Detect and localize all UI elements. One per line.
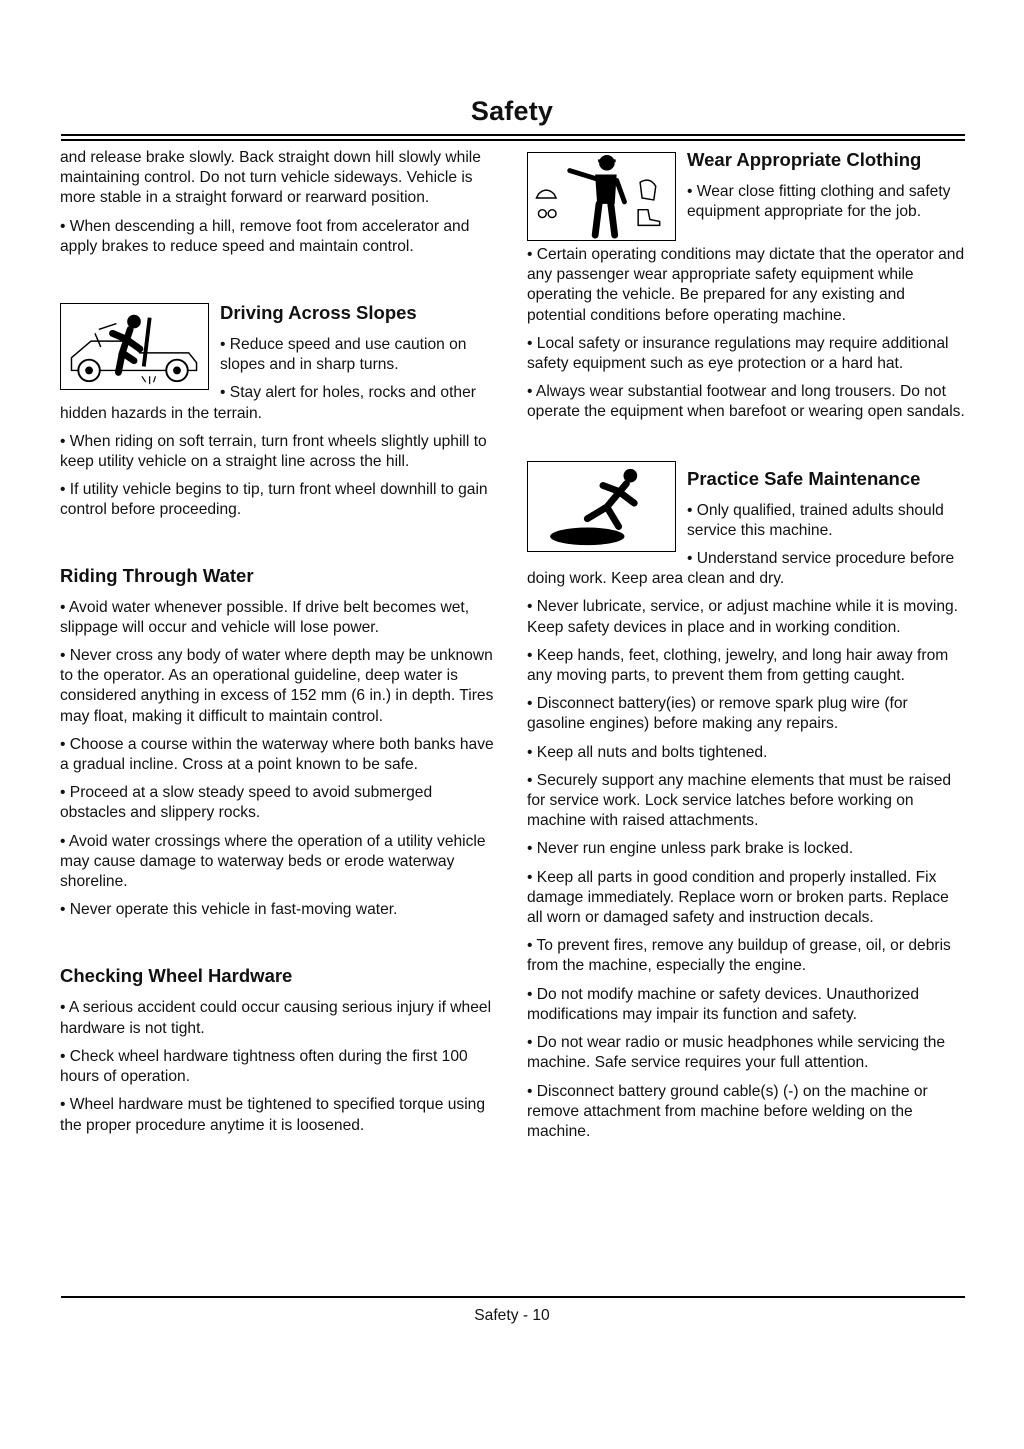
bullet-item: • Never operate this vehicle in fast-moving water.: [60, 901, 398, 919]
right-column: [527, 148, 965, 1150]
bullet-item: • Wear close fitting clothing and safety equipment appropriate for the job.: [687, 183, 951, 221]
bullet-item: • Avoid water crossings where the operation of a utility vehicle may cause damage to waterway beds or erode waterway shoreline.: [60, 832, 486, 891]
title-rule: [61, 134, 965, 136]
bullet-item: • Never cross any body of water where depth may be unknown to the operator. As an operational guideline, deep water is considered anything in excess of 152 mm (6 in.) in depth. Tires may float, making it difficult to maintain control.: [60, 647, 494, 725]
section-heading: Wear Appropriate Clothing: [687, 149, 922, 170]
bullet-item: • Never lubricate, service, or adjust machine while it is moving. Keep safety devices in place and in working condition.: [527, 598, 958, 636]
bullet-item: • Keep all parts in good condition and properly installed. Fix damage immediately. Replace worn or broken parts. Replace all worn or damaged safety and instruction decals.: [527, 868, 949, 927]
bullet-item: • Choose a course within the waterway where both banks have a gradual incline. Cross at a point known to be safe.: [60, 735, 494, 774]
bullet-item: • Disconnect battery ground cable(s) (-) on the machine or remove attachment from machine before welding on the machine.: [527, 1082, 928, 1140]
left-column: [60, 148, 498, 1144]
section-riding-through-water: [60, 564, 498, 921]
bullet-item: • Proceed at a slow steady speed to avoid submerged obstacles and slippery rocks.: [60, 784, 433, 822]
section-heading: Checking Wheel Hardware: [60, 965, 293, 987]
bullet-item: • To prevent fires, remove any buildup of grease, oil, or debris from the machine, especially the engine.: [527, 937, 951, 975]
slip-hazard-icon: [527, 461, 676, 552]
bullet-item: • Securely support any machine elements that must be raised for service work. Lock service latches before working on machine with raised attachments.: [527, 771, 952, 830]
bullet-item: • Wheel hardware must be tightened to specified torque using the proper procedure anytime it is loosened.: [60, 1096, 486, 1134]
paragraph: and release brake slowly. Back straight down hill slowly while maintaining control. Do not turn vehicle sideways. Vehicle is more stable in a straight forward or rearward position.: [60, 149, 481, 207]
bullet-item: • Only qualified, trained adults should service this machine.: [687, 501, 944, 539]
section-wear-appropriate-clothing: [527, 148, 965, 423]
bullet-item: • A serious accident could occur causing serious injury if wheel hardware is not tight.: [60, 999, 492, 1037]
vehicle-tipping-icon: [60, 303, 209, 390]
section-heading: Riding Through Water: [60, 564, 254, 586]
bullet-item: • Do not wear radio or music headphones while servicing the machine. Safe service requires your full attention.: [527, 1034, 946, 1072]
section-heading: Driving Across Slopes: [220, 302, 417, 324]
section-practice-safe-maintenance: [527, 467, 965, 1142]
bullet-item: • Do not modify machine or safety devices. Unauthorized modifications may impair its function and safety.: [527, 985, 920, 1023]
bullet-item: • Check wheel hardware tightness often during the first 100 hours of operation.: [60, 1047, 468, 1086]
bullet-item: • Certain operating conditions may dictate that the operator and any passenger wear appropriate safety equipment while operating the vehicle. Be prepared for any existing and potential conditions before operating machine.: [527, 246, 965, 324]
page-footer: Safety - 10: [474, 1307, 550, 1324]
bullet-item: • Disconnect battery(ies) or remove spark plug wire (for gasoline engines) before making any repairs.: [527, 695, 908, 733]
section-heading: Practice Safe Maintenance: [687, 467, 921, 489]
paragraph: • When descending a hill, remove foot from accelerator and apply brakes to reduce speed and maintain control.: [60, 217, 470, 255]
bullet-item: • When riding on soft terrain, turn front wheels slightly uphill to keep utility vehicle on a straight line across the hill.: [60, 432, 487, 471]
section-checking-wheel-hardware: [60, 964, 498, 1135]
bullet-item: • Keep hands, feet, clothing, jewelry, and long hair away from any moving parts, to prevent them from getting caught.: [527, 646, 949, 685]
bullet-item: • Understand service procedure before doing work. Keep area clean and dry.: [527, 550, 955, 588]
bullet-item: • Local safety or insurance regulations may require additional safety equipment such as eye protection or a hard hat.: [527, 334, 949, 373]
bullet-item: • Stay alert for holes, rocks and other hidden hazards in the terrain.: [60, 384, 476, 422]
bullet-item: • If utility vehicle begins to tip, turn front wheel downhill to gain control before proceeding.: [60, 481, 488, 519]
bullet-item: • Keep all nuts and bolts tightened.: [527, 743, 768, 761]
footer-rule: [61, 1296, 965, 1298]
section-driving-across-slopes: [60, 301, 498, 521]
page-title: Safety: [470, 96, 554, 126]
protective-clothing-icon: [527, 152, 676, 241]
bullet-item: • Never run engine unless park brake is locked.: [527, 840, 854, 858]
bullet-item: • Always wear substantial footwear and long trousers. Do not operate the equipment when barefoot or wearing open sandals.: [527, 383, 965, 421]
bullet-item: • Reduce speed and use caution on slopes and in sharp turns.: [220, 336, 467, 374]
bullet-item: • Avoid water whenever possible. If drive belt becomes wet, slippage will occur and vehicle will lose power.: [60, 598, 470, 636]
title-rule: [61, 139, 965, 141]
